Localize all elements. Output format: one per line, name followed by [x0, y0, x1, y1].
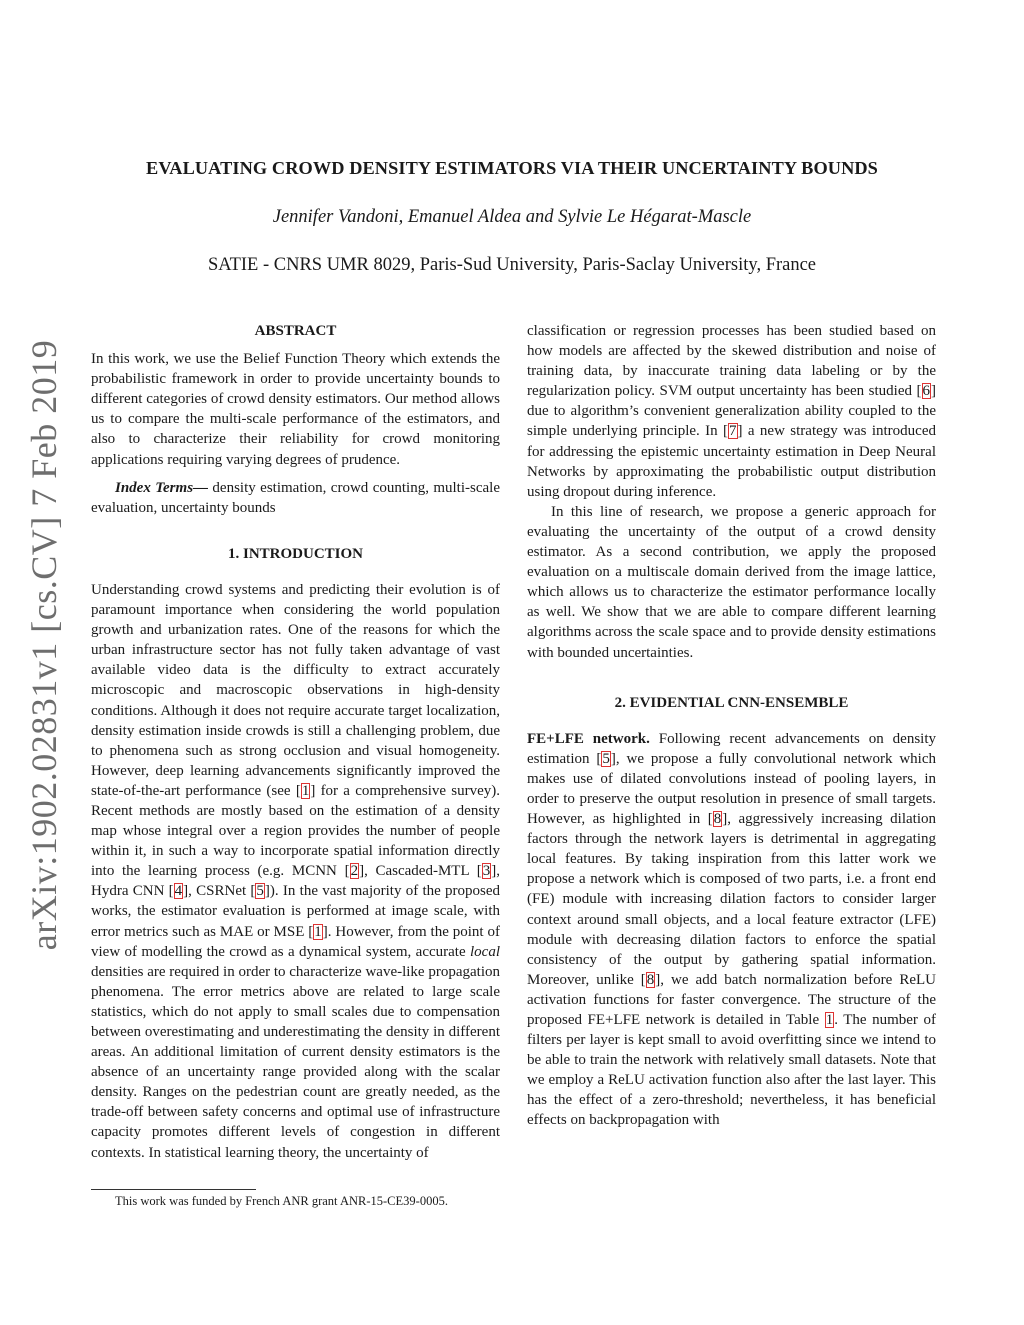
section2-paragraph: FE+LFE network. Following recent advancements on density estimation [5], we propose a fully convolutional network which makes use of dilated convolutions instead of pooling layers, in order to preserve the output resolution in presence of small targets. However, as highlighted in [8], aggressively increasing dilation factors through the network layers is detrimental in aggregating local features. By taking inspiration from this latter work we propose a network which is composed of two parts, i.e. a front end (FE) module with increasing dilation factors to consider larger context around small objects, and a local feature extractor (LFE) module with decreasing dilation factors to enforce the spatial consistency of the output by gathering spatial information. Moreover, unlike [8], we add batch normalization before ReLU activation functions for faster convergence. The structure of the proposed FE+LFE network is detailed in Table 1. The number of filters per layer is kept small to avoid overfitting since we intend to be able to train the network with relatively small datasets. Note that we employ a ReLU activation function also after the last layer. This has the effect of a zero-threshold; nevertheless, it has beneficial effects on backpropagation with — [527, 730, 937, 1129]
intro-text: , Cascaded-MTL — [364, 863, 477, 880]
abstract-text: In this work, we use the Belief Function Theory which extends the probabilistic framework in order to provide uncertainty bounds to different categories of crowd density estimators. Our method allows us to compare the multi-scale performance of the estimators, and also to characterize their reliability for crowd monitoring applications requiring varying degrees of prudence. — [91, 351, 500, 468]
intro-text: . However, from the point of view of modelling the crowd as a dynamical system, accurate — [91, 923, 500, 960]
intro-text: for a comprehensive survey). Recent methods are mostly based on the estimation of a density map whose integral over a region provides the number of people within it, in such a way to incorporate spatial information directly into the learning process (e.g. MCNN — [91, 782, 501, 880]
intro-text: Understanding crowd systems and predicting their evolution is of paramount importance when considering the world population growth and urbanization rates. One of the reasons for which the urban infrastructure sector has not fully taken advantage of vast available video data is the difficulty to extract accurately microscopic and macroscopic observations in high-density conditions. Although it does not require accurate target localization, density estimation inside crowds is still a challenging problem, due to phenomena such as strong occlusion and visual homogeneity. However, deep learning advancements significantly improved the state-of-the-art performance (see — [91, 581, 500, 799]
intro-text: , CSRNet — [188, 883, 251, 900]
runin-heading: FE+LFE network. — [527, 730, 650, 747]
citation-link[interactable]: 1 — [301, 782, 310, 799]
intro-text: due to algorithm’s convenient generalization ability coupled to the simple underlying principle. In — [527, 403, 936, 440]
citation-link[interactable]: 8 — [646, 971, 655, 988]
intro-paragraph-1: Understanding crowd systems and predicting their evolution is of paramount importance when considering the world population growth and urbanization rates. One of the reasons for which the urban infrastructure sector has not fully taken advantage of vast available video data is the difficulty to extract accurately microscopic and macroscopic observations in high-density conditions. Although it does not require accurate target localization, density estimation inside crowds is still a challenging problem, due to phenomena such as strong occlusion and visual homogeneity. However, deep learning advancements significantly improved the state-of-the-art performance (see [1] for a comprehensive survey). Recent methods are mostly based on the estimation of a density map whose integral over a region provides the number of people within it, in such a way to incorporate spatial information directly into the learning process (e.g. MCNN [2], Cascaded-MTL [3], Hydra CNN [4], CSRNet [5]). In the vast majority of the proposed works, the estimator evaluation is performed at image scale, with error metrics such as MAE or MSE [1]. However, from the point of view of modelling the crowd as a dynamical system, accurate local densities are required in order to characterize wave-like propagation phenomena. The error metrics above are related to large scale statistics, which do not apply to small scales due to compensation between overestimating and underestimating the density in different areas. An additional limitation of current density estimators is the absence of an uncertainty range provided along with the scalar density. Ranges on the pedestrian count are greatly needed, as the trade-off between safety concerns and optimal use of infrastructure capacity promotes different levels of congestion in different contexts. In statistical learning theory, the uncertainty of — [91, 581, 501, 1161]
abstract-heading: ABSTRACT — [254, 323, 337, 339]
arxiv-identifier: arXiv:1902.02831v1 [cs.CV] 7 Feb 2019 — [24, 339, 64, 951]
section2-heading: 2. EVIDENTIAL CNN-ENSEMBLE — [614, 694, 849, 711]
intro-text: a new strategy was introduced for addressing the epistemic uncertainty estimation in Deep Neural Networks by approximating the probabilistic output distribution using dropout during inference. — [527, 423, 936, 500]
intro-paragraph-1-continued: classification or regression processes has been studied based on how models are affected by the skewed distribution and noise of training data, by inaccurate training data labeling or by the regularization policy. SVM output uncertainty has been studied [6] due to algorithm’s convenient generalization ability coupled to the simple underlying principle. In [7] a new strategy was introduced for addressing the epistemic uncertainty estimation in Deep Neural Networks by approximating the probabilistic output distribution using dropout during inference. — [527, 323, 936, 500]
section2-text: . The number of filters per layer is kept small to avoid overfitting since we intend to be able to train the network with relatively small datasets. Note that we employ a ReLU activation function also after the last layer. This has the effect of a zero-threshold; nevertheless, it has beneficial effects on backpropagation with — [527, 1012, 936, 1129]
right-column — [527, 321, 936, 1131]
section2-text: Following recent advancements on density estimation — [527, 730, 936, 767]
citation-link[interactable]: 5 — [602, 750, 610, 767]
paper-authors: Jennifer Vandoni, Emanuel Aldea and Sylvie Le Hégarat-Mascle — [272, 207, 752, 227]
section2-text: , we add batch normalization before ReLU activation functions for faster convergence. The structure of the proposed FE+LFE network is detailed in Table — [527, 971, 936, 1028]
intro-text: ). In the vast majority of the proposed works, the estimator evaluation is performed at image scale, with error metrics such as MAE or MSE — [91, 883, 501, 940]
index-terms — [91, 478, 500, 518]
intro-text: , Hydra CNN — [91, 863, 501, 900]
index-terms-list: density estimation, crowd counting, multi-scale evaluation, uncertainty bounds — [91, 479, 500, 516]
citation-link[interactable]: 2 — [350, 863, 359, 880]
footnote-rule — [91, 1189, 256, 1190]
intro-text: classification or regression processes has been studied based on how models are affected by the skewed distribution and noise of training data, by inaccurate training data labeling or by the regularization policy. SVM output uncertainty has been studied — [527, 323, 936, 400]
index-terms-label: Index Terms— — [115, 479, 209, 496]
left-column — [91, 321, 500, 1163]
citation-link[interactable]: 6 — [922, 383, 930, 400]
citation-link[interactable]: 7 — [729, 423, 737, 440]
footnote: This work was funded by French ANR grant ANR-15-CE39-0005. — [115, 1194, 448, 1208]
emphasis-local: local — [470, 943, 500, 960]
citation-link[interactable]: 1 — [314, 923, 322, 940]
paper-affiliation: SATIE - CNRS UMR 8029, Paris-Sud University, Paris-Saclay University, France — [207, 255, 817, 275]
table-link[interactable]: 1 — [825, 1012, 834, 1028]
section2-text: , we propose a fully convolutional network which makes use of dilated convolutions instead of pooling layers, in order to preserve the output resolution in presence of small targets. However, as highlighted in — [527, 750, 937, 828]
citation-link[interactable]: 8 — [713, 811, 722, 828]
citation-link[interactable]: 4 — [174, 883, 183, 900]
intro-heading: 1. INTRODUCTION — [227, 545, 363, 562]
arxiv-stamp — [14, 339, 74, 951]
paper-title: EVALUATING CROWD DENSITY ESTIMATORS VIA THEIR UNCERTAINTY BOUNDS — [146, 158, 878, 178]
citation-link[interactable]: 3 — [482, 863, 491, 880]
intro-text: densities are required in order to characterize wave-like propagation phenomena. The error metrics above are related to large scale statistics, which do not apply to small scales due to compensation between overestimating and underestimating the density in different areas. An additional limitation of current density estimators is the absence of an uncertainty range provided along with the scalar density. Ranges on the pedestrian count are greatly needed, as the trade-off between safety concerns and optimal use of infrastructure capacity promotes different levels of congestion in different contexts. In statistical learning theory, the uncertainty of — [91, 963, 500, 1161]
citation-link[interactable]: 5 — [256, 883, 264, 900]
section2-text: , aggressively increasing dilation factors through the network layers is detrimental in aggregating local features. By taking inspiration from this latter work we propose a network which is composed of two parts, i.e. a front end (FE) module with increasing dilation factors to consider larger context around small objects, and a local feature extractor (LFE) module with decreasing dilation factors to enforce the spatial consistency of the output by gathering spatial information. Moreover, unlike — [527, 811, 936, 988]
intro-paragraph-2: In this line of research, we propose a generic approach for evaluating the uncertainty of the output of a crowd density estimator. As a second contribution, we apply the proposed evaluation on a multiscale domain derived from the image lattice, which allows us to characterize the estimator performance locally as well. We show that we are able to compare different learning algorithms across the scale space and to provide density estimations with bounded uncertainties. — [527, 503, 936, 661]
